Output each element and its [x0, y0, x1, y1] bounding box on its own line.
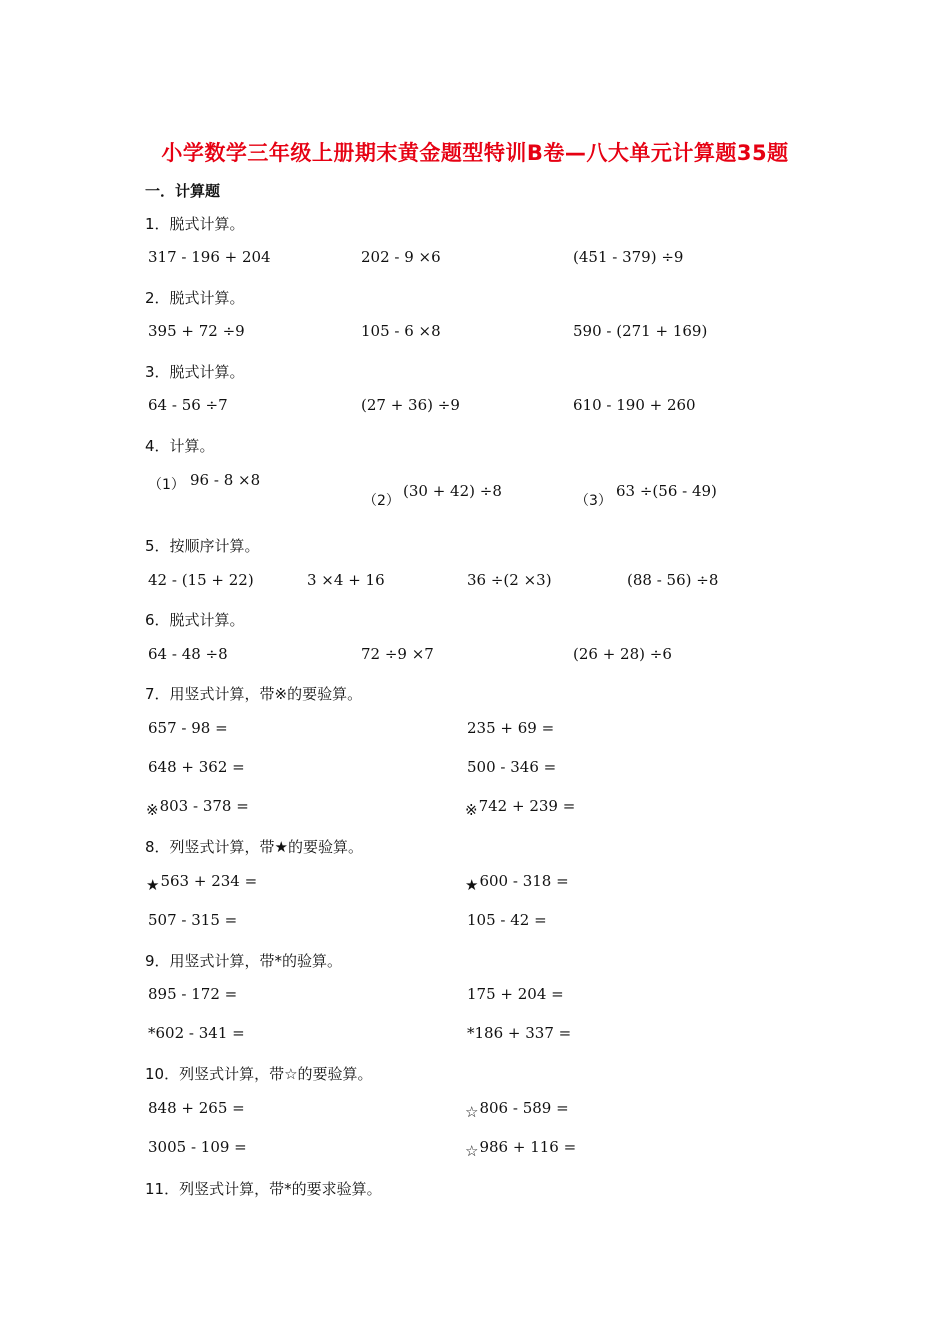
black-star-icon: ★ [146, 876, 160, 894]
page-title: 小学数学三年级上册期末黄金题型特训B卷—八大单元计算题35题 [161, 141, 789, 165]
expression: 105 - 42 = [467, 911, 547, 929]
expression: 500 - 346 = [467, 758, 557, 776]
question-7-label: 7．用竖式计算，带※的要验算。 [145, 685, 363, 703]
expression: 3 ×4 + 16 [307, 571, 385, 589]
expression: 36 ÷(2 ×3) [467, 571, 552, 589]
white-star-icon: ☆ [465, 1142, 479, 1160]
expression: 72 ÷9 ×7 [361, 645, 434, 663]
expression: (27 + 36) ÷9 [361, 396, 460, 414]
question-5-label: 5．按顺序计算。 [145, 537, 260, 555]
question-8-label: 8．列竖式计算，带★的要验算。 [145, 838, 363, 856]
expression: 63 ÷(56 - 49) [616, 482, 717, 500]
expression: 848 + 265 = [148, 1099, 245, 1117]
expression: (451 - 379) ÷9 [573, 248, 684, 266]
question-6-label: 6．脱式计算。 [145, 611, 245, 629]
expression: (88 - 56) ÷8 [627, 571, 719, 589]
black-star-icon: ★ [465, 876, 479, 894]
expression: 96 - 8 ×8 [190, 471, 261, 489]
item-number: （2） [363, 493, 400, 509]
section-heading: 一．计算题 [145, 182, 221, 200]
expression: 806 - 589 = [479, 1099, 569, 1117]
expression: 590 - (271 + 169) [573, 322, 708, 340]
expression: 563 + 234 = [160, 872, 258, 890]
expression: 42 - (15 + 22) [148, 571, 254, 589]
expression: 395 + 72 ÷9 [148, 322, 245, 340]
expression: 64 - 48 ÷8 [148, 645, 228, 663]
expression: 742 + 239 = [478, 797, 576, 815]
question-3-label: 3．脱式计算。 [145, 363, 245, 381]
question-9-label: 9．用竖式计算，带*的验算。 [145, 952, 343, 970]
item-number: （1） [148, 477, 185, 493]
reference-mark-icon: ※ [146, 801, 159, 819]
expression: 657 - 98 = [148, 719, 228, 737]
expression: 105 - 6 ×8 [361, 322, 441, 340]
check-item [465, 872, 569, 894]
check-item [465, 1138, 577, 1160]
check-item [465, 1099, 569, 1121]
question-11-label: 11．列竖式计算，带*的要求验算。 [145, 1180, 382, 1198]
question-4-label: 4．计算。 [145, 437, 215, 455]
expression: *602 - 341 = [148, 1024, 245, 1042]
expression: 803 - 378 = [159, 797, 249, 815]
expression: 317 - 196 + 204 [148, 248, 271, 266]
reference-mark-icon: ※ [465, 801, 478, 819]
expression: 235 + 69 = [467, 719, 555, 737]
check-item [146, 797, 249, 819]
expression: 3005 - 109 = [148, 1138, 247, 1156]
expression: 202 - 9 ×6 [361, 248, 441, 266]
item-number: （3） [575, 493, 612, 509]
question-1-label: 1．脱式计算。 [145, 215, 245, 233]
expression: 895 - 172 = [148, 985, 238, 1003]
question-2-label: 2．脱式计算。 [145, 289, 245, 307]
expression: (30 + 42) ÷8 [403, 482, 502, 500]
expression: 507 - 315 = [148, 911, 238, 929]
white-star-icon: ☆ [465, 1103, 479, 1121]
check-item [465, 797, 576, 819]
expression: *186 + 337 = [467, 1024, 572, 1042]
expression: 610 - 190 + 260 [573, 396, 696, 414]
expression: 600 - 318 = [479, 872, 569, 890]
expression: 64 - 56 ÷7 [148, 396, 228, 414]
expression: 175 + 204 = [467, 985, 564, 1003]
question-10-label: 10．列竖式计算，带☆的要验算。 [145, 1065, 373, 1083]
check-item [146, 872, 258, 894]
expression: (26 + 28) ÷6 [573, 645, 672, 663]
expression: 648 + 362 = [148, 758, 245, 776]
expression: 986 + 116 = [479, 1138, 577, 1156]
